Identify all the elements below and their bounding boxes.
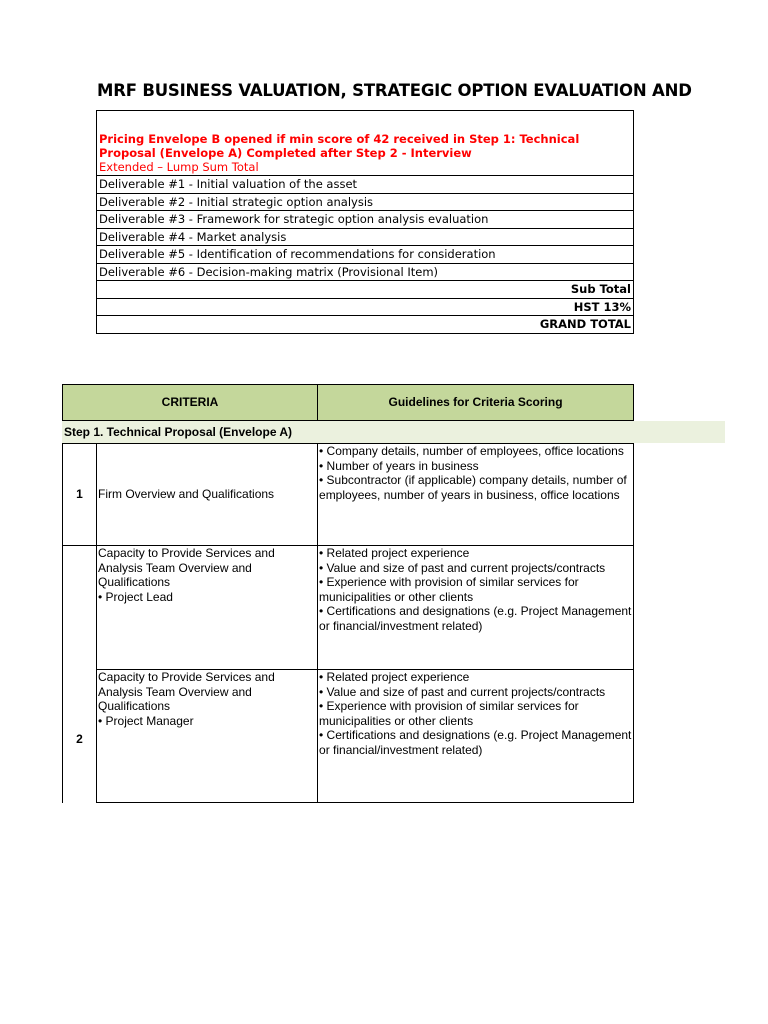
deliverable-cell: Deliverable #1 - Initial valuation of the asset bbox=[97, 176, 634, 194]
guideline-item: • Value and size of past and current projects/contracts bbox=[319, 684, 606, 699]
grand-total-label: GRAND TOTAL bbox=[97, 316, 634, 334]
deliverable-row bbox=[97, 176, 634, 194]
criteria-guidelines bbox=[318, 444, 634, 546]
grand-total-row bbox=[97, 316, 634, 334]
deliverable-row bbox=[97, 263, 634, 281]
sub-total-label: Sub Total bbox=[97, 281, 634, 299]
step1-section-header: Step 1. Technical Proposal (Envelope A) bbox=[62, 421, 725, 443]
guideline-item: • Related project experience bbox=[319, 670, 470, 684]
criteria-role: • Project Manager bbox=[98, 713, 194, 728]
criteria-row bbox=[63, 670, 634, 803]
sub-total-row bbox=[97, 281, 634, 299]
criteria-title: Firm Overview and Qualifications bbox=[98, 487, 275, 502]
deliverable-cell: Deliverable #4 - Market analysis bbox=[97, 228, 634, 246]
criteria-name bbox=[97, 670, 318, 803]
guideline-item: • Related project experience bbox=[319, 546, 470, 560]
deliverable-row bbox=[97, 246, 634, 264]
guideline-item: • Subcontractor (if applicable) company details, number of employees, number of years in business, office locations bbox=[319, 473, 627, 502]
document-title: MRF BUSINESS VALUATION, STRATEGIC OPTION EVALUATION AND bbox=[97, 81, 692, 100]
lump-sum-label: Extended – Lump Sum Total bbox=[99, 160, 259, 174]
criteria-name bbox=[97, 444, 318, 546]
criteria-row bbox=[63, 546, 634, 670]
hst-label: HST 13% bbox=[97, 298, 634, 316]
deliverable-cell: Deliverable #3 - Framework for strategic option analysis evaluation bbox=[97, 211, 634, 229]
criteria-number: 1 bbox=[63, 444, 97, 546]
step1-spacer-cell bbox=[63, 421, 634, 444]
guideline-item: • Experience with provision of similar services for municipalities or other clients bbox=[319, 699, 579, 728]
guideline-item: • Certifications and designations (e.g. Project Management or financial/investment related) bbox=[319, 728, 632, 757]
criteria-title: Capacity to Provide Services and Analysis Team Overview and Qualifications bbox=[98, 546, 275, 589]
deliverable-row bbox=[97, 228, 634, 246]
criteria-name bbox=[97, 546, 318, 670]
guideline-item: • Value and size of past and current projects/contracts bbox=[319, 560, 606, 575]
guideline-item: • Number of years in business bbox=[319, 458, 479, 473]
step1-spacer-row bbox=[63, 421, 634, 444]
pricing-envelope-note: Pricing Envelope B opened if min score of 42 received in Step 1: Technical Proposal (Envelope A) Completed after Step 2 - Interview bbox=[99, 132, 580, 160]
criteria-title: Capacity to Provide Services and Analysis Team Overview and Qualifications bbox=[98, 670, 275, 713]
criteria-guidelines bbox=[318, 670, 634, 803]
guideline-item: • Company details, number of employees, office locations bbox=[319, 444, 624, 458]
pricing-table bbox=[96, 110, 634, 334]
deliverable-cell: Deliverable #2 - Initial strategic option analysis bbox=[97, 193, 634, 211]
pricing-header-cell bbox=[97, 111, 634, 176]
hst-row bbox=[97, 298, 634, 316]
criteria-number: 2 bbox=[63, 546, 97, 803]
guideline-item: • Certifications and designations (e.g. Project Management or financial/investment related) bbox=[319, 604, 632, 633]
deliverable-cell: Deliverable #6 - Decision-making matrix (Provisional Item) bbox=[97, 263, 634, 281]
criteria-table bbox=[62, 384, 634, 803]
deliverable-row bbox=[97, 193, 634, 211]
criteria-role: • Project Lead bbox=[98, 589, 173, 604]
deliverable-row bbox=[97, 211, 634, 229]
pricing-header-row bbox=[97, 111, 634, 176]
criteria-header-row bbox=[63, 385, 634, 421]
criteria-row bbox=[63, 444, 634, 546]
deliverable-cell: Deliverable #5 - Identification of recommendations for consideration bbox=[97, 246, 634, 264]
guideline-item: • Experience with provision of similar services for municipalities or other clients bbox=[319, 575, 579, 604]
criteria-guidelines bbox=[318, 546, 634, 670]
criteria-column-header: CRITERIA bbox=[63, 385, 318, 421]
guidelines-column-header: Guidelines for Criteria Scoring bbox=[318, 385, 634, 421]
